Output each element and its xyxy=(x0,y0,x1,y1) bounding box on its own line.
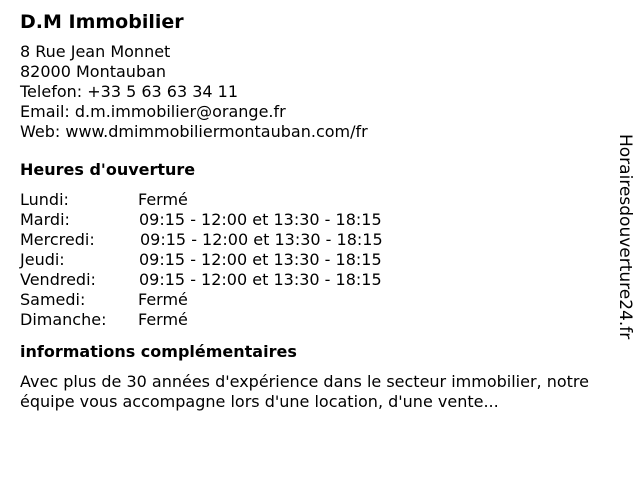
hours-row-dimanche xyxy=(20,310,610,330)
opening-hours-table xyxy=(20,190,610,330)
day-hours: 09:15 - 12:00 et 13:30 - 18:15 xyxy=(139,250,382,269)
day-hours: Fermé xyxy=(138,290,188,309)
contact-block xyxy=(20,42,610,142)
hours-row-mardi xyxy=(20,210,610,230)
hours-row-jeudi xyxy=(20,250,610,270)
business-name: D.M Immobilier xyxy=(20,11,184,33)
day-label: Mardi: xyxy=(20,210,70,229)
day-label: Lundi: xyxy=(20,190,69,209)
phone-number[interactable]: Telefon: +33 5 63 63 34 11 xyxy=(20,82,239,101)
city-address: 82000 Montauban xyxy=(20,62,167,81)
hours-row-samedi xyxy=(20,290,610,310)
watermark-text: Horairesdouverture24.fr xyxy=(615,134,635,340)
day-hours: Fermé xyxy=(138,190,188,209)
day-hours: 09:15 - 12:00 et 13:30 - 18:15 xyxy=(139,270,382,289)
hours-row-vendredi xyxy=(20,270,610,290)
day-hours: 09:15 - 12:00 et 13:30 - 18:15 xyxy=(140,230,383,249)
business-card xyxy=(20,10,610,412)
day-label: Mercredi: xyxy=(20,230,95,249)
watermark-sidebar xyxy=(612,134,636,374)
day-hours: 09:15 - 12:00 et 13:30 - 18:15 xyxy=(139,210,382,229)
day-hours: Fermé xyxy=(138,310,188,329)
info-heading: informations complémentaires xyxy=(20,342,297,361)
info-description: Avec plus de 30 années d'expérience dans le secteur immobilier, notre équipe vous accompagne lors d'une location, d'une vente... xyxy=(20,372,589,411)
day-label: Jeudi: xyxy=(20,250,65,269)
hours-row-lundi xyxy=(20,190,610,210)
website-link[interactable]: Web: www.dmimmobiliermontauban.com/fr xyxy=(20,122,368,141)
day-label: Dimanche: xyxy=(20,310,107,329)
day-label: Samedi: xyxy=(20,290,86,309)
email-address[interactable]: Email: d.m.immobilier@orange.fr xyxy=(20,102,286,121)
street-address: 8 Rue Jean Monnet xyxy=(20,42,171,61)
hours-row-mercredi xyxy=(20,230,610,250)
day-label: Vendredi: xyxy=(20,270,96,289)
hours-heading: Heures d'ouverture xyxy=(20,160,196,179)
